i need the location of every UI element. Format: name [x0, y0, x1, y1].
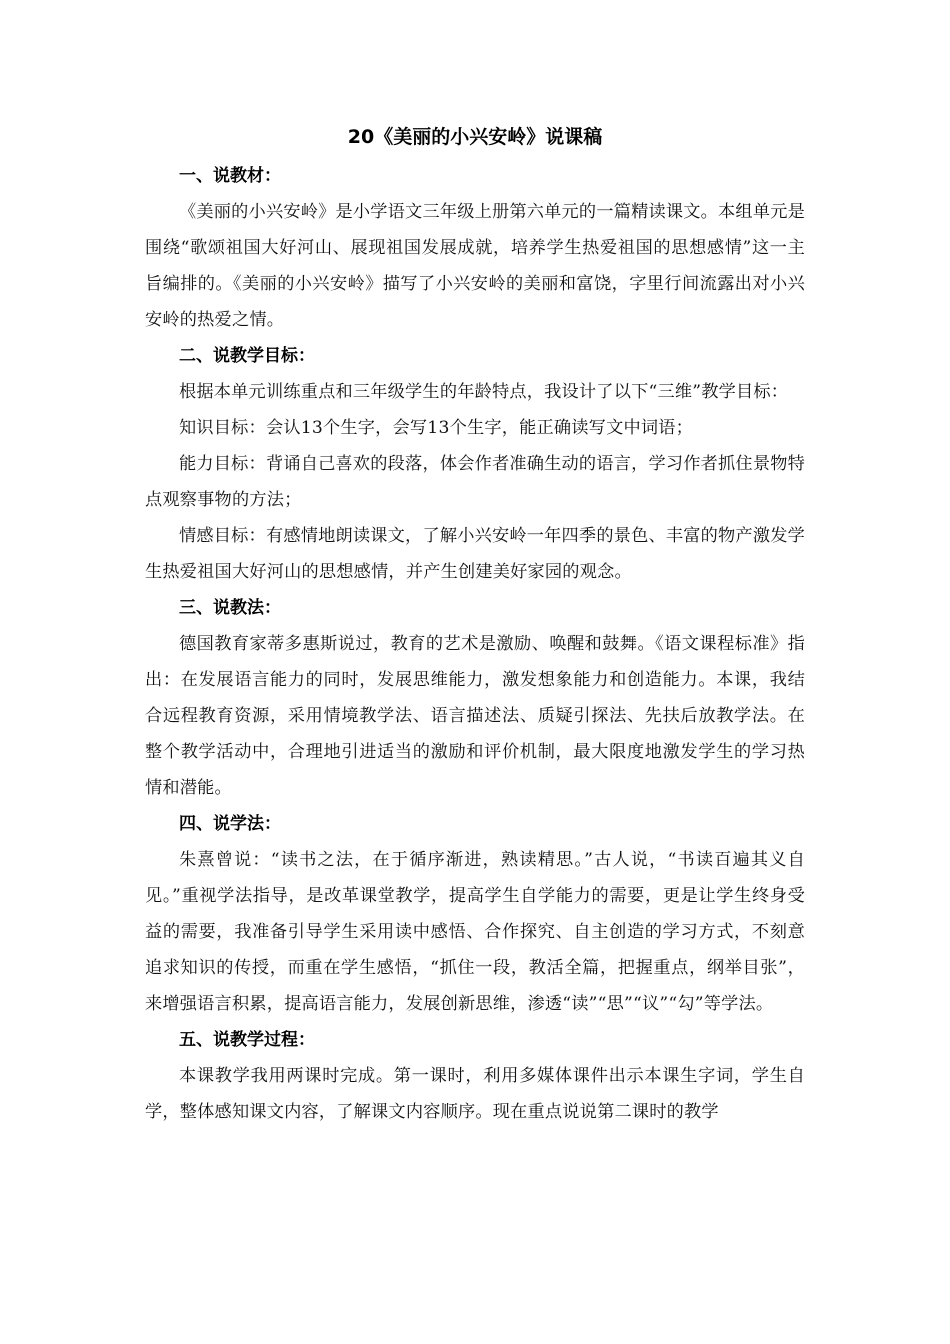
paragraph: 《美丽的小兴安岭》是小学语文三年级上册第六单元的一篇精读课文。本组单元是围绕“歌颂祖国大好河山、展现祖国发展成就，培养学生热爱祖国的思想感情”这一主旨编排的。《美丽的小兴安岭》描写了小兴安岭的美丽和富饶，字里行间流露出对小兴安岭的热爱之情。 [145, 202, 805, 330]
document-body [145, 158, 805, 1130]
paragraph: 朱熹曾说：“读书之法，在于循序渐进，熟读精思。”古人说，“书读百遍其义自见。”重视学法指导，是改革课堂教学，提高学生自学能力的需要，更是让学生终身受益的需要，我准备引导学生采用读中感悟、合作探究、自主创造的学习方式，不刻意追求知识的传授，而重在学生感悟，“抓住一段，教活全篇，把握重点，纲举目张”，来增强语言积累，提高语言能力，发展创新思维，渗透“读”“思”“议”“勾”等学法。 [145, 850, 805, 1014]
section-heading-teaching-method: 三、说教法： [179, 598, 281, 618]
paragraph: 根据本单元训练重点和三年级学生的年龄特点，我设计了以下“三维”教学目标： [179, 382, 789, 402]
section-heading-teaching-process: 五、说教学过程： [179, 1030, 315, 1050]
paragraph: 能力目标：背诵自己喜欢的段落，体会作者准确生动的语言，学习作者抓住景物特点观察事物的方法； [145, 454, 805, 510]
section-heading-teaching-material: 一、说教材： [179, 166, 281, 186]
section-heading-learning-method: 四、说学法： [179, 814, 281, 834]
paragraph: 德国教育家蒂多惠斯说过，教育的艺术是激励、唤醒和鼓舞。《语文课程标准》指出：在发展语言能力的同时，发展思维能力，激发想象能力和创造能力。本课，我结合远程教育资源，采用情境教学法、语言描述法、质疑引探法、先扶后放教学法。在整个教学活动中，合理地引进适当的激励和评价机制，最大限度地激发学生的学习热情和潜能。 [145, 634, 805, 798]
document-title: 20《美丽的小兴安岭》说课稿 [347, 126, 603, 148]
paragraph: 知识目标：会认13个生字，会写13个生字，能正确读写文中词语； [179, 418, 694, 438]
paragraph: 情感目标：有感情地朗读课文，了解小兴安岭一年四季的景色、丰富的物产激发学生热爱祖国大好河山的思想感情，并产生创建美好家园的观念。 [145, 526, 805, 582]
paragraph: 本课教学我用两课时完成。第一课时，利用多媒体课件出示本课生字词，学生自学，整体感知课文内容，了解课文内容顺序。现在重点说说第二课时的教学 [145, 1066, 805, 1122]
section-heading-teaching-goals: 二、说教学目标： [179, 346, 315, 366]
